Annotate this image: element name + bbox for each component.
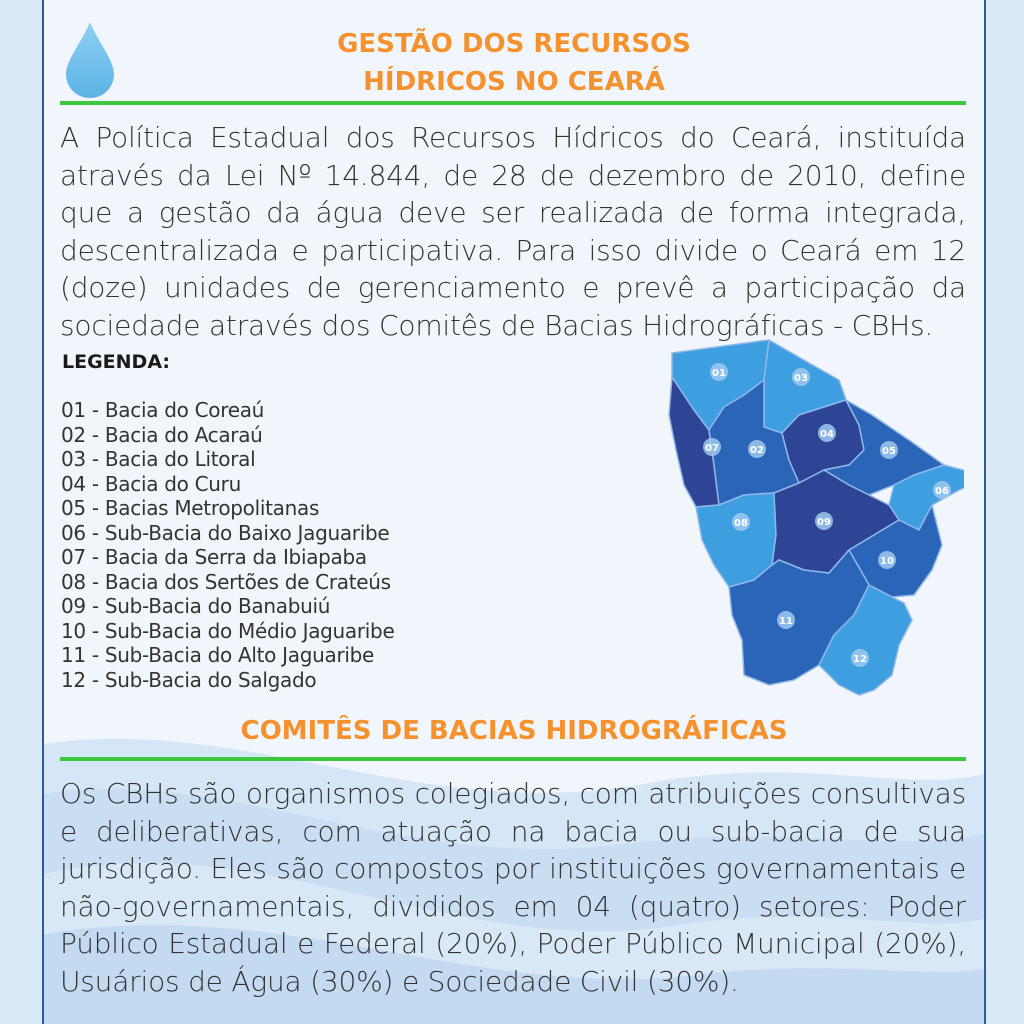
title-divider — [60, 101, 966, 105]
legend-item: 09 - Sub-Bacia do Banabuiú — [61, 594, 331, 618]
cbh-paragraph: Os CBHs são organismos colegiados, com atribuições consultivas e deliberativas, com atuação na bacia ou sub-bacia de sua jurisdição. Eles são compostos por instituições governamentais e não-governamentais, divididos em 04 (quatro) setores: Poder Público Estadual e Federal (20%), Poder Público Municipal (20%), Usuários de Água (30%) e Sociedade Civil (30%). — [60, 777, 966, 998]
map-label-02 — [748, 440, 766, 458]
legend-item: 02 - Bacia do Acaraú — [61, 422, 263, 447]
map-label-06 — [933, 481, 951, 499]
legend-item: 05 - Bacias Metropolitanas — [61, 496, 320, 520]
svg-text:07: 07 — [705, 443, 719, 454]
legend-item: 10 - Sub-Bacia do Médio Jaguaribe — [61, 618, 395, 643]
legend-item: 11 - Sub-Bacia do Alto Jaguaribe — [61, 643, 375, 667]
map-label-09 — [815, 512, 833, 530]
map-label-03 — [792, 368, 810, 386]
section-title-comites: COMITÊS DE BACIAS HIDROGRÁFICAS — [240, 716, 788, 746]
svg-text:08: 08 — [734, 518, 748, 529]
svg-text:11: 11 — [779, 616, 793, 627]
main-title-line-1: GESTÃO DOS RECURSOS — [337, 29, 691, 59]
map-label-07 — [703, 438, 721, 456]
map-label-01 — [710, 363, 728, 381]
map-label-10 — [878, 551, 896, 569]
legend-item: 12 - Sub-Bacia do Salgado — [61, 667, 317, 692]
svg-text:01: 01 — [712, 368, 726, 379]
legend-item: 08 - Bacia dos Sertões de Crateús — [61, 569, 391, 594]
svg-text:09: 09 — [817, 517, 831, 528]
main-title-line-2: HÍDRICOS NO CEARÁ — [363, 67, 665, 97]
svg-text:05: 05 — [882, 446, 896, 457]
intro-paragraph: A Política Estadual dos Recursos Hídricos do Ceará, instituída através da Lei Nº 14.844, de 28 de dezembro de 2010, define que a gestão da água deve ser realizada de forma integrada, descentralizada e participativa. Para isso divide o Ceará em 12 (doze) unidades de gerenciamento e prevê a participação da sociedade através dos Comitês de Bacias Hidrográficas - CBHs. — [60, 121, 966, 342]
map-label-05 — [880, 441, 898, 459]
map-label-12 — [851, 649, 869, 667]
legend-list — [61, 398, 394, 692]
svg-text:02: 02 — [750, 445, 764, 456]
legend-title: LEGENDA: — [62, 351, 170, 373]
legend-item: 07 - Bacia da Serra da Ibiapaba — [61, 545, 367, 569]
poster — [42, 0, 986, 1024]
map-label-04 — [818, 424, 836, 442]
section-divider — [60, 757, 966, 761]
svg-text:04: 04 — [820, 429, 834, 440]
svg-text:12: 12 — [853, 654, 867, 665]
map-label-08 — [732, 513, 750, 531]
svg-text:03: 03 — [794, 373, 808, 384]
legend-item: 04 - Bacia do Curu — [61, 471, 241, 496]
legend-item: 03 - Bacia do Litoral — [61, 447, 256, 471]
svg-text:10: 10 — [880, 556, 894, 567]
ceara-basins-map — [614, 335, 964, 715]
legend-item: 06 - Sub-Bacia do Baixo Jaguaribe — [61, 520, 390, 545]
svg-text:06: 06 — [935, 486, 949, 497]
map-label-11 — [777, 611, 795, 629]
legend-item: 01 - Bacia do Coreaú — [61, 398, 265, 422]
